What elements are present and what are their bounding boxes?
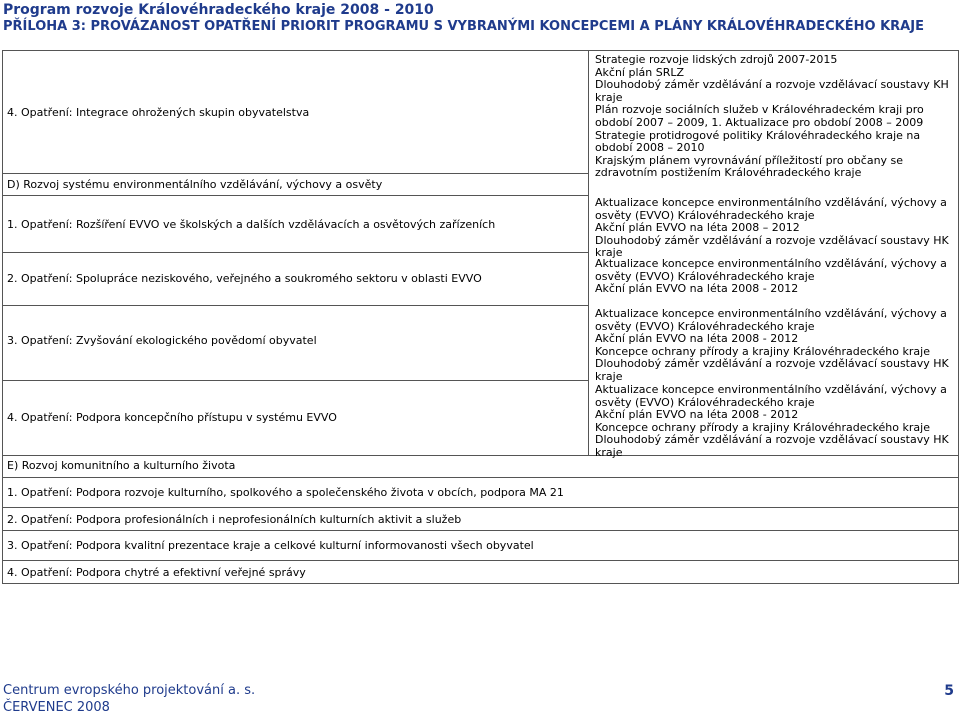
concept-item: Aktualizace koncepce environmentálního vzdělávání, výchovy a osvěty (EVVO) Královéhradeckého kraje [595,383,947,409]
table-row-right-cell [595,197,955,260]
table-border [2,380,588,381]
table-border [2,583,958,584]
table-border [2,530,958,531]
table-row-right-cell [595,54,955,180]
column-divider [588,50,589,456]
concept-item: Akční plán EVVO na léta 2008 – 2012 [595,221,800,235]
concept-item: Aktualizace koncepce environmentálního vzdělávání, výchovy a osvěty (EVVO) Královéhradeckého kraje [595,307,947,333]
table-border [958,50,959,584]
table-row-left-cell: 1. Opatření: Podpora rozvoje kulturního, spolkového a společenského života v obcích, podpora MA 21 [7,486,564,499]
table-border [2,195,588,196]
table-row-right-cell [595,308,955,384]
document-subtitle: PŘÍLOHA 3: PROVÁZANOST OPATŘENÍ PRIORIT PROGRAMU S VYBRANÝMI KONCEPCEMI A PLÁNY KRÁLOVÉHRADECKÉHO KRAJE [3,19,924,34]
concept-item: Dlouhodobý záměr vzdělávání a rozvoje vzdělávací soustavy HK kraje [595,357,949,383]
page-number: 5 [944,683,954,699]
concept-item: Strategie protidrogové politiky Královéhradeckého kraje na období 2008 – 2010 [595,128,921,155]
document-title: Program rozvoje Královéhradeckého kraje 2008 - 2010 [3,2,434,18]
concept-item: Plán rozvoje sociálních služeb v Královéhradeckém kraji pro období 2007 – 2009, 1. Aktualizace pro období 2008 – 2009 [595,103,924,129]
table-border [2,50,958,51]
concept-item: Akční plán SRLZ [595,65,685,79]
table-row-left-cell: 2. Opatření: Podpora profesionálních i neprofesionálních kulturních aktivit a služeb [7,513,462,526]
table-row-left-cell: 4. Opatření: Podpora koncepčního přístupu v systému EVVO [7,411,337,424]
table-border [2,173,588,174]
concept-item: Krajským plánem vyrovnávání příležitostí pro občany se zdravotním postižením Královéhradeckého kraje [595,153,904,180]
concept-item: Koncepce ochrany přírody a krajiny Královéhradeckého kraje [595,420,930,434]
table-border [2,305,588,306]
concept-item: Dlouhodobý záměr vzdělávání a rozvoje vzdělávací soustavy KH kraje [595,78,949,104]
table-row-left-cell: 3. Opatření: Podpora kvalitní prezentace kraje a celkové kulturní informovanosti všech obyvatel [7,539,534,552]
footer-org: Centrum evropského projektování a. s. [3,683,256,698]
table-row-left-cell: 4. Opatření: Integrace ohrožených skupin obyvatelstva [7,106,310,119]
concept-item: Strategie rozvoje lidských zdrojů 2007-2015 [595,53,838,66]
table-row-right-cell [595,258,955,296]
concept-item: Akční plán EVVO na léta 2008 - 2012 [595,408,799,422]
section-heading: E) Rozvoj komunitního a kulturního života [7,459,236,472]
concept-item: Akční plán EVVO na léta 2008 - 2012 [595,282,799,296]
footer-org-block [3,682,255,716]
table-border [2,560,958,561]
table-row-right-cell [595,384,955,460]
table-row-left-cell: 3. Opatření: Zvyšování ekologického povědomí obyvatel [7,334,317,347]
table-border [2,50,3,584]
concept-item: Aktualizace koncepce environmentálního vzdělávání, výchovy a osvěty (EVVO) Královéhradeckého kraje [595,257,947,283]
table-row-left-cell: 1. Opatření: Rozšíření EVVO ve školských a dalších vzdělávacích a osvětových zařízeních [7,218,496,231]
concept-item: Aktualizace koncepce environmentálního vzdělávání, výchovy a osvěty (EVVO) Královéhradeckého kraje [595,196,947,222]
concept-item: Dlouhodobý záměr vzdělávání a rozvoje vzdělávací soustavy HK kraje [595,433,949,459]
table-border [2,477,958,478]
concept-item: Akční plán EVVO na léta 2008 - 2012 [595,332,799,346]
section-heading: D) Rozvoj systému environmentálního vzdělávání, výchovy a osvěty [7,178,383,191]
table-row-left-cell: 2. Opatření: Spolupráce neziskového, veřejného a soukromého sektoru v oblasti EVVO [7,272,482,285]
table-border [2,507,958,508]
concept-item: Dlouhodobý záměr vzdělávání a rozvoje vzdělávací soustavy HK kraje [595,233,949,260]
table-row-left-cell: 4. Opatření: Podpora chytré a efektivní veřejné správy [7,566,306,579]
concept-item: Koncepce ochrany přírody a krajiny Královéhradeckého kraje [595,344,930,358]
table-border [2,252,588,253]
footer-date: ČERVENEC 2008 [3,700,110,715]
